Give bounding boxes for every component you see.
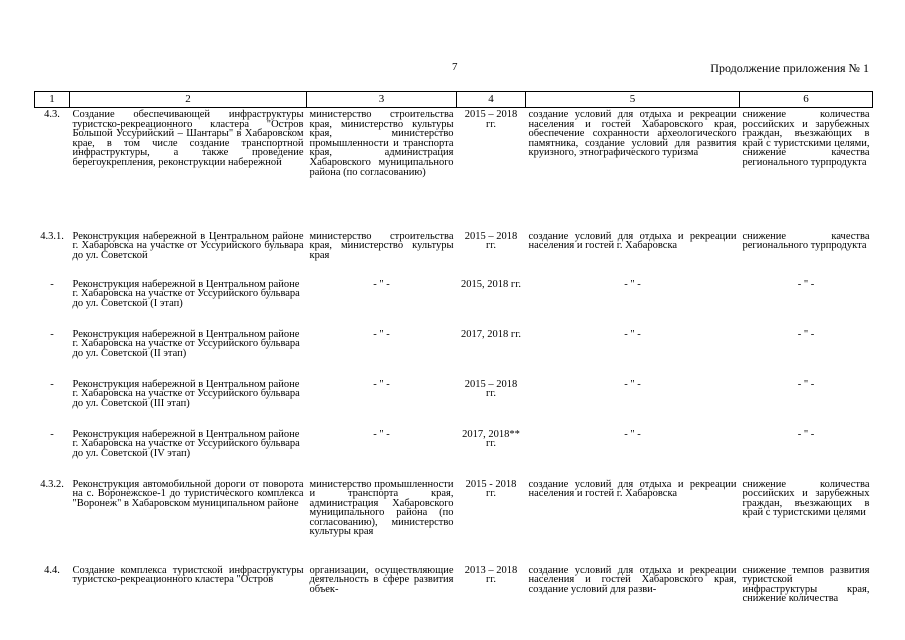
- item-name: Реконструкция автомобильной дороги от поворота на с. Воронежское-1 до туристического комплекса "Воронеж" в Хабаровском муниципальном районе: [72, 478, 304, 509]
- column-header: 6: [740, 92, 873, 108]
- column-header: 4: [457, 92, 526, 108]
- item-risk: снижение темпов развития туристской инфраструктуры края, снижение количества: [742, 564, 870, 605]
- item-executor: - " -: [373, 378, 390, 390]
- item-risk: снижение количества российских и зарубежных граждан, въезжающих в край с туристскими целями, снижение качества регионального турпродукта: [742, 109, 870, 168]
- item-period: 2015, 2018 гг.: [461, 278, 521, 290]
- item-goal: - " -: [624, 378, 641, 390]
- page-number: 7: [452, 61, 458, 73]
- table-row: [35, 428, 873, 478]
- item-name: Реконструкция набережной в Центральном районе г. Хабаровска на участке от Уссурийского бульвара до ул. Советской (II этап): [72, 328, 300, 359]
- column-header: 5: [526, 92, 740, 108]
- item-risk: - " -: [797, 378, 815, 390]
- table-row: [35, 230, 873, 278]
- item-period: 2017, 2018** гг.: [462, 428, 520, 450]
- item-period: 2015 – 2018 гг.: [464, 378, 518, 400]
- item-name: Реконструкция набережной в Центральном районе г. Хабаровска на участке от Уссурийского бульвара до ул. Советской (IV этап): [72, 428, 300, 459]
- item-risk: снижение качества регионального турпродукта: [742, 230, 870, 252]
- program-table: [34, 91, 873, 604]
- item-period: 2015 - 2018 гг.: [465, 478, 517, 500]
- item-name: Реконструкция набережной в Центральном районе г. Хабаровска на участке от Уссурийского бульвара до ул. Советской (III этап): [72, 378, 300, 409]
- item-risk: - " -: [797, 328, 815, 340]
- item-goal: создание условий для отдыха и рекреации населения и гостей Хабаровского края, обеспечение сохранности археологического памятника, создание условий для развития круизного, этнографического туризма: [528, 109, 737, 159]
- item-executor: министерство промышленности и транспорта края, администрация Хабаровского муниципального района (по согласованию), министерство культуры края: [309, 478, 454, 538]
- table-row: [35, 378, 873, 428]
- item-name: Создание комплекса туристской инфраструктуры туристско-рекреационного кластера "Остров: [72, 564, 304, 586]
- item-goal: создание условий для отдыха и рекреации населения и гостей г. Хабаровска: [528, 230, 737, 252]
- item-executor: министерство строительства края, министерство культуры края, министерство промышленности и транспорта края, администрация Хабаровского муниципального района (по согласованию): [309, 109, 454, 178]
- item-number: 4.4.: [44, 564, 60, 576]
- item-period: 2015 – 2018 гг.: [464, 230, 518, 252]
- table-row: [35, 328, 873, 378]
- item-number: 4.3.: [44, 109, 60, 120]
- item-executor: организации, осуществляющие деятельность в сфере развития объек-: [309, 564, 454, 595]
- continuation-note: Продолжение приложения № 1: [710, 61, 869, 75]
- item-number: -: [50, 278, 54, 290]
- item-executor: - " -: [373, 278, 390, 290]
- item-executor: - " -: [373, 428, 390, 440]
- column-number-row: [35, 92, 873, 108]
- item-number: 4.3.2.: [40, 478, 64, 490]
- item-executor: министерство строительства края, министерство культуры края: [309, 230, 454, 261]
- item-name: Реконструкция набережной в Центральном районе г. Хабаровска на участке от Уссурийского бульвара до ул. Советской (I этап): [72, 278, 300, 309]
- item-goal: создание условий для отдыха и рекреации населения и гостей Хабаровского края, создание условий для разви-: [528, 564, 737, 595]
- item-risk: - " -: [797, 428, 815, 440]
- item-executor: - " -: [373, 328, 390, 340]
- column-header: 3: [307, 92, 457, 108]
- item-name: Создание обеспечивающей инфраструктуры туристско-рекреационного кластера "Остров Большой Уссурийский – Шантары" в Хабаровском крае, в том числе создание транспортной инфраструктуры, а также проведение берегоукрепления, реконструкции набережной: [72, 109, 304, 168]
- table-row: [35, 108, 873, 230]
- item-goal: - " -: [624, 278, 641, 290]
- item-goal: - " -: [624, 428, 641, 440]
- item-number: -: [50, 378, 54, 390]
- table-row: [35, 564, 873, 604]
- item-goal: - " -: [624, 328, 641, 340]
- item-risk: снижение количества российских и зарубежных граждан, въезжающих в край с туристскими целями: [742, 478, 870, 519]
- item-goal: создание условий для отдыха и рекреации населения и гостей г. Хабаровска: [528, 478, 737, 500]
- item-name: Реконструкция набережной в Центральном районе г. Хабаровска на участке от Уссурийского бульвара до ул. Советской: [72, 230, 304, 261]
- item-risk: - " -: [797, 278, 815, 290]
- item-period: 2015 – 2018 гг.: [464, 109, 518, 130]
- item-number: -: [50, 328, 54, 340]
- table-row: [35, 478, 873, 564]
- item-period: 2017, 2018 гг.: [461, 328, 521, 340]
- column-header: 1: [35, 92, 70, 108]
- item-period: 2013 – 2018 гг.: [464, 564, 518, 586]
- column-header: 2: [70, 92, 307, 108]
- item-number: -: [50, 428, 54, 440]
- table-row: [35, 278, 873, 328]
- item-number: 4.3.1.: [40, 230, 64, 242]
